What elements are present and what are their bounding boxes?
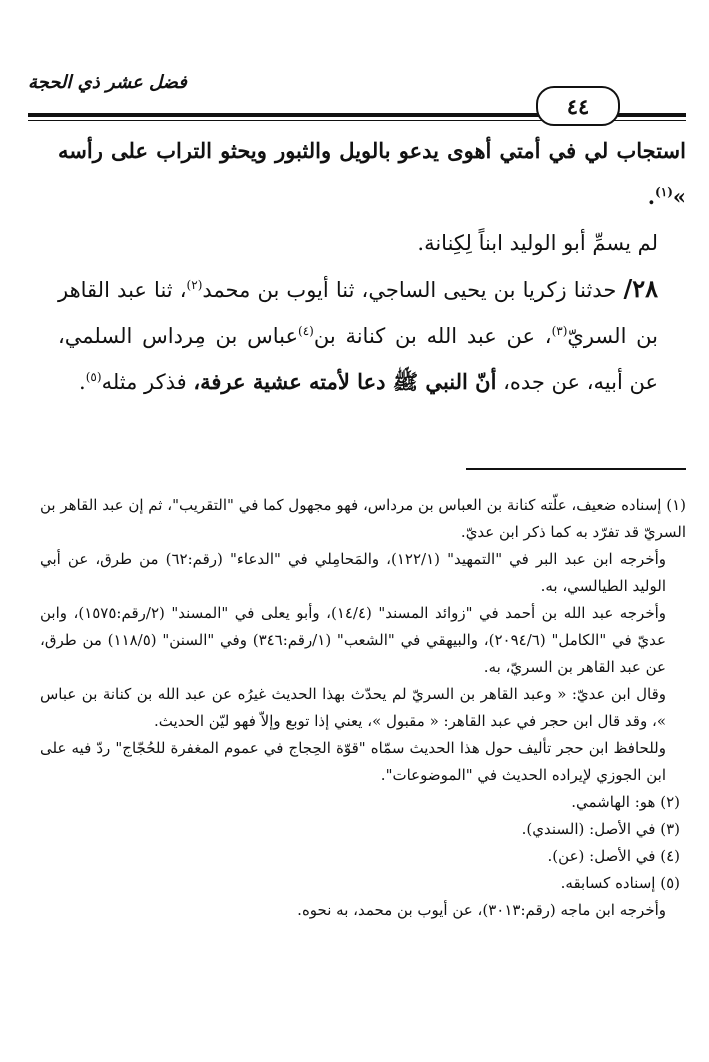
hadith-text-b: ، ثنا عبد القاهر بن السريّ	[58, 278, 658, 348]
page-number-badge: ٤٤	[536, 86, 620, 126]
footnotes	[40, 492, 686, 924]
running-header-title: فضل عشر ذي الحجة	[28, 72, 187, 93]
footnote-separator	[466, 468, 686, 470]
hadith-text-a: حدثنا زكريا بن يحيى الساجي، ثنا أيوب بن محمد	[202, 278, 624, 302]
footnote-3: (٣) في الأصل: (السندي).	[521, 820, 680, 838]
footnote-ref-5: (٥)	[85, 370, 102, 384]
footnote-1: (١) إسناده ضعيف، علّته كنانة بن العباس بن مرداس، فهو مجهول كما في "التقريب"، ثم إن عبد القاهر بن السريّ قد تفرّد به كما ذكر ابن عديّ.	[40, 496, 686, 541]
hadith-text-d: عباس بن مِرداس السلمي، عن أبيه، عن جده،	[58, 324, 658, 394]
footnote-ref-4: (٤)	[298, 324, 314, 338]
footnote-4: (٤) في الأصل: (عن).	[547, 847, 680, 865]
paragraph-2: لم يسمِّ أبو الوليد ابناً لِكِنانة.	[417, 231, 658, 255]
footnote-ref-1: (١)	[655, 185, 673, 199]
hadith-text-c: ، عن عبد الله بن كنانة بن	[313, 324, 552, 348]
footnote-5: (٥) إسناده كسابقه.	[560, 874, 680, 892]
hadith-text-e: فذكر مثله	[101, 370, 194, 394]
footnote-1-continued: وأخرجه عبد الله بن أحمد في "زوائد المسند" (١٤/٤)، وأبو يعلى في "المسند" (٢/رقم:١٥٧٥)، وابن عديّ في "الكامل" (٢٠٩٤/٦)، والبيهقي في "الشعب" (١/رقم:٣٤٦) وفي "السنن" (١١٨/٥) من طرق، عن عبد القاهر بن السريّ، به.	[40, 604, 667, 676]
main-text	[58, 128, 686, 405]
footnote-5-continued: وأخرجه ابن ماجه (رقم:٣٠١٣)، عن أيوب بن محمد، به نحوه.	[297, 901, 666, 919]
hadith-text-end: .	[79, 370, 86, 394]
footnote-ref-3: (٣)	[551, 324, 568, 338]
hadith-number: ٢٨/	[623, 274, 658, 303]
hadith-28	[58, 266, 686, 405]
footnote-1-continued: وللحافظ ابن حجر تأليف حول هذا الحديث سمّاه "قوّة الحِجاج في عموم المغفرة للحُجّاج" ردّ فيه على ابن الجوزي لإيراده الحديث في "الموضوعات".	[40, 739, 666, 784]
footnote-1-continued: وأخرجه ابن عبد البر في "التمهيد" (١٢٢/١)، والمَحامِلي في "الدعاء" (رقم:٦٢) من طرق، عن أبي الوليد الطيالسي، به.	[40, 550, 666, 595]
footnote-1-continued: وقال ابن عديّ: « وعبد القاهر بن السريّ لم يحدّث بهذا الحديث غيرُه عن عبد الله بن كنانة بن عباس »، وقد قال ابن حجر في عبد القاهر: « مقبول »، يعني إذا توبع وإلاّ فهو ليّن الحديث.	[40, 685, 666, 730]
footnote-ref-2: (٢)	[186, 278, 203, 292]
paragraph-1-end: .	[647, 184, 656, 209]
hadith-text-bold: أنّ النبي ﷺ دعا لأمته عشية عرفة،	[193, 369, 497, 394]
footnote-2: (٢) هو: الهاشمي.	[571, 793, 680, 811]
paragraph-1	[58, 128, 686, 220]
paragraph-1-text: استجاب لي في أمتي أهوى يدعو بالويل والثبور ويحثو التراب على رأسه »	[58, 138, 686, 209]
